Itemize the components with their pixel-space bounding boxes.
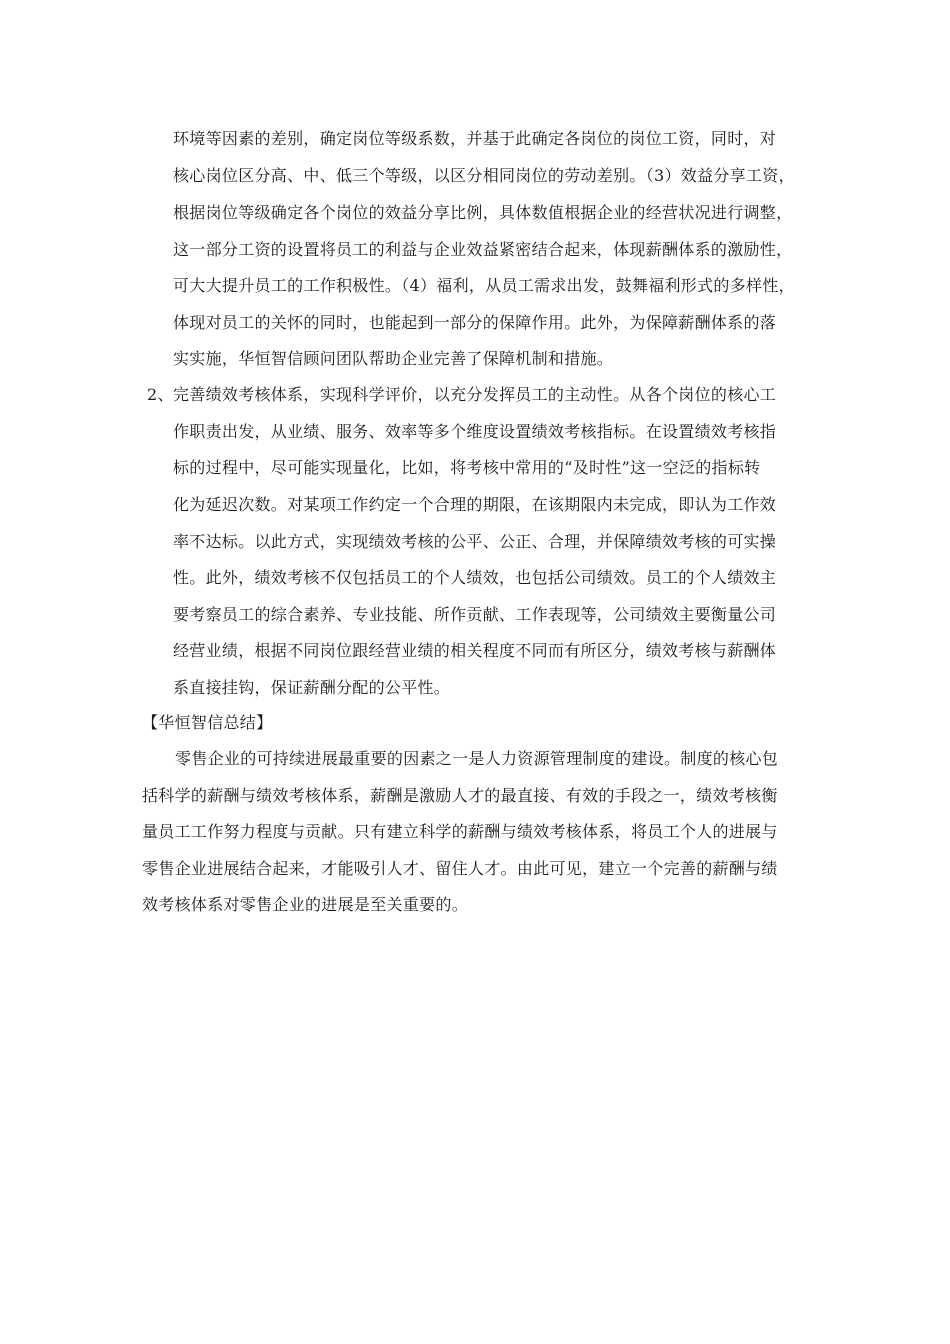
text-line: 零售企业进展结合起来，才能吸引人才、留住人才。由此可见，建立一个完善的薪酬与绩 [142, 859, 778, 878]
text-line: 作职责出发，从业绩、服务、效率等多个维度设置绩效考核指标。在设置绩效考核指 [173, 422, 777, 441]
text-line: 体现对员工的关怀的同时，也能起到一部分的保障作用。此外，为保障薪酬体系的落 [173, 313, 777, 332]
text-line: 根据岗位等级确定各个岗位的效益分享比例，具体数值根据企业的经营状况进行调整， [173, 203, 793, 222]
text-line: 化为延迟次数。对某项工作约定一个合理的期限，在该期限内未完成，即认为工作效 [173, 495, 777, 514]
text-line: 经营业绩，根据不同岗位跟经营业绩的相关程度不同而有所区分，绩效考核与薪酬体 [173, 641, 777, 660]
text-line: 实实施，华恒智信顾问团队帮助企业完善了保障机制和措施。 [173, 349, 614, 368]
text-line: 性。此外，绩效考核不仅包括员工的个人绩效，也包括公司绩效。员工的个人绩效主 [173, 568, 777, 587]
text-line: 标的过程中，尽可能实现量化，比如，将考核中常用的“及时性”这一空泛的指标转 [173, 458, 761, 477]
text-line: 效考核体系对零售企业的进展是至关重要的。 [142, 895, 469, 914]
text-line: 系直接挂钩，保证薪酬分配的公平性。 [173, 678, 451, 697]
text-line: 这一部分工资的设置将员工的利益与企业效益紧密结合起来，体现薪酬体系的激励性， [173, 240, 793, 259]
text-line: 完善绩效考核体系，实现科学评价，以充分发挥员工的主动性。从各个岗位的核心工 [173, 385, 777, 404]
list-number: 2、 [147, 385, 174, 404]
text-line: 要考察员工的综合素养、专业技能、所作贡献、工作表现等，公司绩效主要衡量公司 [173, 605, 777, 624]
text-line: 率不达标。以此方式，实现绩效考核的公平、公正、合理，并保障绩效考核的可实操 [173, 532, 777, 551]
text-line: 核心岗位区分高、中、低三个等级，以区分相同岗位的劳动差别。（3）效益分享工资， [173, 166, 795, 185]
text-line: 环境等因素的差别，确定岗位等级系数，并基于此确定各岗位的岗位工资，同时，对 [173, 129, 777, 148]
text-line: 量员工工作努力程度与贡献。只有建立科学的薪酬与绩效考核体系，将员工个人的进展与 [142, 822, 778, 841]
text-line: 括科学的薪酬与绩效考核体系，薪酬是激励人才的最直接、有效的手段之一，绩效考核衡 [142, 786, 778, 805]
summary-heading: 【华恒智信总结】 [142, 713, 273, 732]
text-line: 零售企业的可持续进展最重要的因素之一是人力资源管理制度的建设。制度的核心包 [175, 749, 779, 768]
text-line: 可大大提升员工的工作积极性。（4）福利，从员工需求出发，鼓舞福利形式的多样性， [173, 276, 795, 295]
